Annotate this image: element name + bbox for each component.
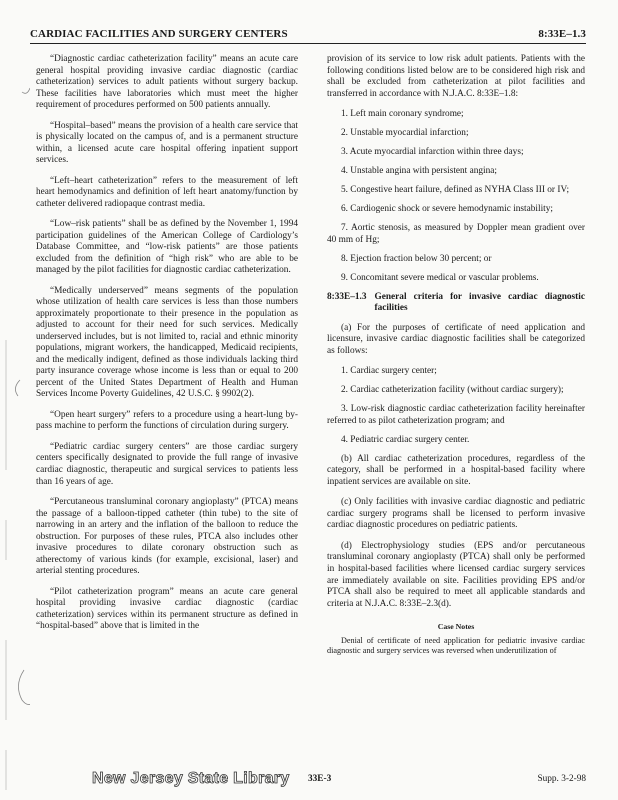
definition-ptca: “Percutaneous transluminal coronary angioplasty” (PTCA) means the passage of a balloon-tipped catheter (thin tube) to the site of narrowing in an artery and the inflation of the balloon to reduce the obstruction. For purposes of these rules, PTCA also includes other invasive procedures to dilate coronary obstruction such as atherectomy of various kinds (for example, excisional, laser) and arterial stenting procedures.: [36, 497, 298, 577]
definition-left-heart-cath: “Left–heart catheterization” refers to the measurement of left heart hemodynamics and definition of left heart anatomy/function by catheter delivered radiopaque contrast media.: [36, 175, 298, 209]
section-heading: [327, 292, 585, 315]
left-column: [36, 54, 298, 642]
paragraph-a: (a) For the purposes of certificate of need application and licensure, invasive cardiac diagnostic facilities shall be categorized as follows:: [327, 322, 585, 356]
definition-diagnostic-facility: “Diagnostic cardiac catheterization facility” means an acute care general hospital providing invasive cardiac diagnostic (cardiac catheterization) services to adult patients without surgery backup. These facilities have laboratories which must meet the higher requirement of procedures performed on 500 patients annually.: [36, 54, 298, 111]
header-section-number: 8:33E–1.3: [538, 28, 586, 40]
list-item: 8. Ejection fraction below 30 percent; or: [341, 253, 492, 264]
high-risk-conditions-list: [327, 109, 585, 284]
page-footer: [36, 772, 586, 790]
facility-categories-list: [327, 366, 585, 446]
definition-open-heart: “Open heart surgery” refers to a procedure using a heart-lung by-pass machine to perform the functions of circulation during surgery.: [36, 409, 298, 432]
list-item: 4. Pediatric cardiac surgery center.: [341, 434, 470, 445]
list-item: 3. Acute myocardial infarction within three days;: [341, 147, 524, 158]
list-item: 6. Cardiogenic shock or severe hemodynamic instability;: [341, 204, 553, 215]
definition-pediatric-centers: “Pediatric cardiac surgery centers” are those cardiac surgery centers specifically designated to provide the full range of invasive cardiac diagnostic, therapeutic and surgical services to patients less than 16 years of age.: [36, 441, 298, 487]
list-item: 4. Unstable angina with persistent angina;: [341, 166, 497, 177]
paragraph-b: (b) All cardiac catheterization procedures, regardless of the category, shall be performed in a hospital-based facility where inpatient services are available on site.: [327, 453, 585, 487]
section-title: General criteria for invasive cardiac diagnostic facilities: [374, 291, 585, 314]
paragraph-c: (c) Only facilities with invasive cardiac diagnostic and pediatric cardiac surgery programs shall be licensed to perform invasive cardiac diagnostic procedures on pediatric patients.: [327, 497, 585, 531]
paragraph-d: (d) Electrophysiology studies (EPS and/or percutaneous transluminal coronary angioplasty (PTCA) shall only be performed in hospital-based facilities where licensed cardiac surgery services are immediately available on site. Facilities providing EPS and/or PTCA shall also be required to meet all applicable standards and criteria at N.J.A.C. 8:33E–2.3(d).: [327, 540, 585, 609]
case-notes-text: Denial of certificate of need application for pediatric invasive cardiac diagnostic and surgery services was reversed when underutilization of: [327, 635, 585, 655]
list-item: 3. Low-risk diagnostic cardiac catheterization facility hereinafter referred to as pilot catheterization program; and: [327, 404, 585, 426]
pilot-program-continued: provision of its service to low risk adult patients. Patients with the following conditions listed below are to be considered high risk and shall be excluded from catheterization at pilot facilities and transferred in accordance with N.J.A.C. 8:33E–1.8:: [327, 54, 585, 99]
binding-marks-decoration: [0, 0, 30, 800]
supplement-date: Supp. 3-2-98: [537, 774, 586, 784]
list-item: 7. Aortic stenosis, as measured by Doppler mean gradient over 40 mm of Hg;: [327, 223, 585, 245]
definition-medically-underserved: “Medically underserved” means segments of the population whose utilization of health care services is less than those numbers approximately proportionate to their presence in the population as adjusted to account for their need for such services. Medically underserved includes, but is not limited to, racial and ethnic minority populations, migrant workers, the handicapped, Medicaid recipients, and the medically indigent, defined as those individuals lacking third party insurance coverage whose income is less than or equal to 200 percent of the United States Department of Health and Human Services Income Poverty Guidelines, 42 U.S.C. § 9902(2).: [36, 285, 298, 400]
list-item: 2. Cardiac catheterization facility (without cardiac surgery);: [341, 385, 564, 396]
definition-low-risk: “Low–risk patients” shall be as defined by the November 1, 1994 participation guidelines of the American College of Cardiology’s Database Committee, and “low-risk patients” are those patients excluded from the definition of “high risk” who are able to be managed by the pilot facilities for diagnostic cardiac catheterization.: [36, 219, 298, 276]
header-title: CARDIAC FACILITIES AND SURGERY CENTERS: [30, 28, 288, 40]
running-header: [30, 26, 586, 44]
list-item: 2. Unstable myocardial infarction;: [341, 128, 469, 139]
case-notes-title: Case Notes: [437, 622, 475, 632]
definition-hospital-based: “Hospital–based” means the provision of a health care service that is physically located on the campus of, and is a permanent structure within, a licensed acute care hospital offering inpatient support services.: [36, 120, 298, 166]
right-column: [327, 54, 585, 664]
list-item: 1. Cardiac surgery center;: [341, 366, 437, 377]
list-item: 9. Concomitant severe medical or vascular problems.: [341, 272, 539, 283]
list-item: 5. Congestive heart failure, defined as NYHA Class III or IV;: [341, 185, 570, 196]
definition-pilot-program: “Pilot catheterization program” means an acute care general hospital providing invasive cardiac diagnostic (cardiac catheterization) services within its permanent structure as defined in “hospital-based” above that is limited in the: [36, 586, 298, 632]
list-item: 1. Left main coronary syndrome;: [341, 109, 464, 120]
section-number: 8:33E–1.3: [327, 291, 367, 302]
library-watermark: New Jersey State Library: [92, 770, 290, 787]
page-number: 33E-3: [308, 774, 332, 784]
